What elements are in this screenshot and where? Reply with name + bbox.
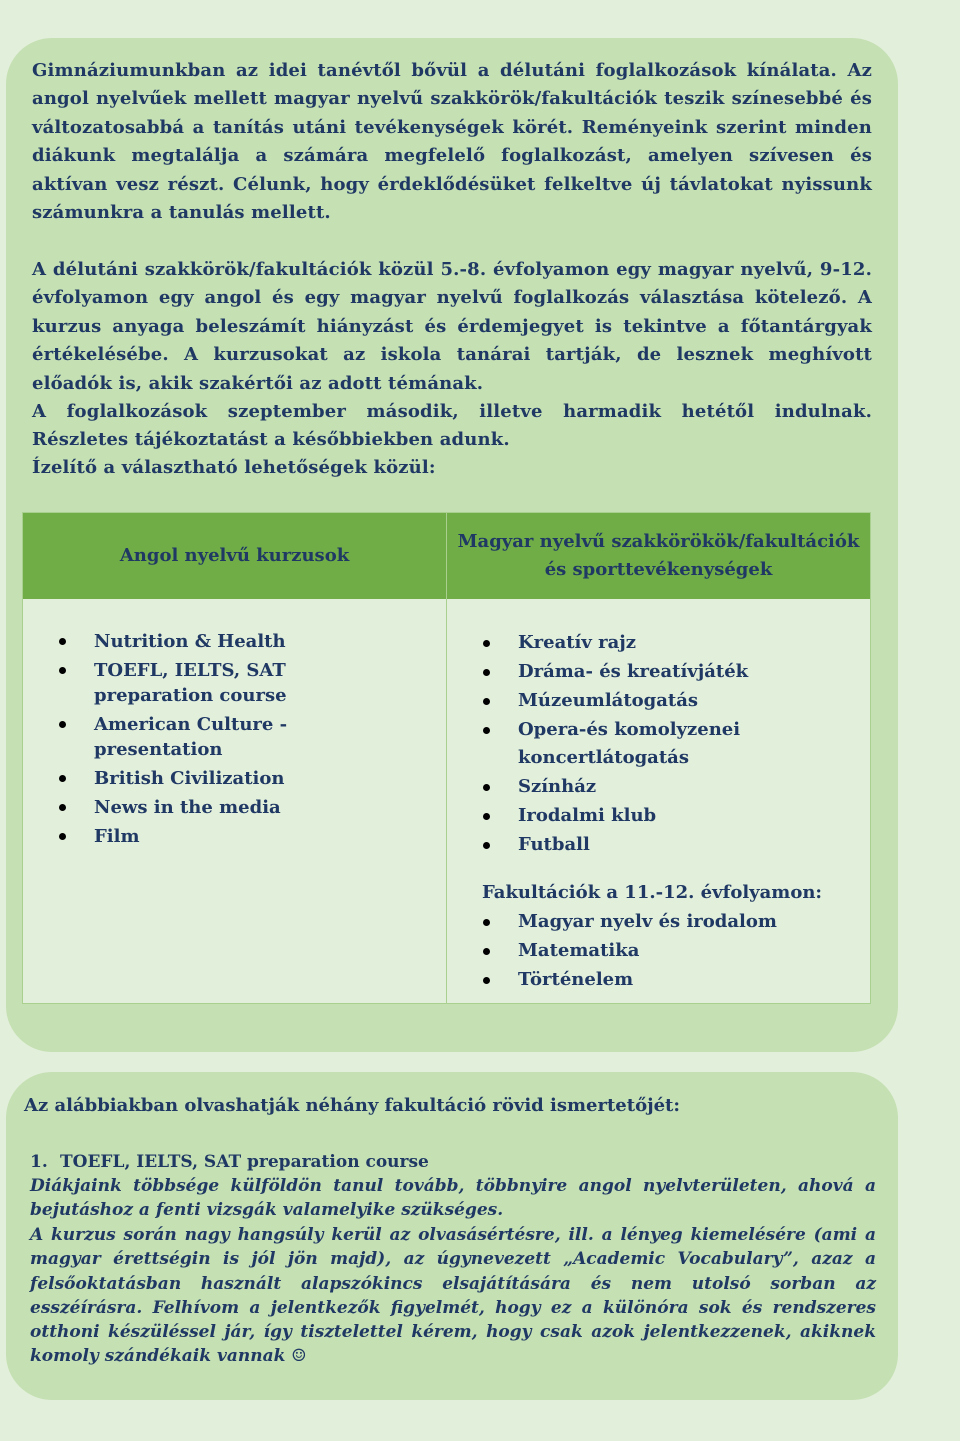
list-item: TOEFL, IELTS, SAT preparation course bbox=[45, 658, 375, 708]
list-item: Nutrition & Health bbox=[45, 629, 375, 654]
bullet-icon bbox=[483, 813, 490, 820]
requirements-paragraph: A délutáni szakkörök/fakultációk közül 5.-8. évfolyamon egy magyar nyelvű, 9-12. évfolyamon egy angol és egy magyar nyelvű foglalkozás választása kötelező. A kurzus anyaga beleszámít hiányzást és érdemjegyet is tekintve a főtantárgyak értékelésébe. A kurzusokat az iskola tanárai tartják, de lesznek meghívott előadók is, akik szakértői az adott témának. bbox=[32, 259, 872, 394]
bullet-icon bbox=[483, 784, 490, 791]
bullet-icon bbox=[59, 667, 66, 674]
list-item: Dráma- és kreatívjáték bbox=[469, 658, 849, 686]
fakultacio-list bbox=[469, 908, 849, 995]
course-description-2: A kurzus során nagy hangsúly kerül az olvasásértésre, ill. a lényeg kiemelésére (ami a magyar érettségin is jól jön majd), az úgynevezett „Academic Vocabulary”, azaz a felsőoktatásban használt alapszókincs elsajátítására és nem utolsó sorban az esszéírásra. Felhívom a jelentkezők figyelmét, hogy ez a különóra sok és rendszeres otthoni készüléssel jár, így tisztelettel kérem, hogy csak azok jelentkezzenek, akiknek komoly szándékaik vannak ☺ bbox=[30, 1225, 876, 1367]
english-courses-cell bbox=[23, 599, 446, 1003]
english-courses-list bbox=[45, 629, 375, 853]
list-item: Magyar nyelv és irodalom bbox=[469, 908, 849, 936]
hungarian-courses-list bbox=[469, 629, 849, 860]
list-item: News in the media bbox=[45, 795, 375, 820]
bullet-icon bbox=[483, 727, 490, 734]
course-title bbox=[30, 1150, 429, 1174]
options-intro: Ízelítő a választható lehetőségek közül: bbox=[32, 457, 436, 478]
header-hungarian-courses: Magyar nyelvű szakkörökök/fakultációk és sporttevékenységek bbox=[447, 513, 870, 599]
bullet-icon bbox=[59, 775, 66, 782]
bullet-icon bbox=[483, 640, 490, 647]
list-item: Futball bbox=[469, 831, 849, 859]
item-title-text: TOEFL, IELTS, SAT preparation course bbox=[60, 1152, 429, 1172]
list-item: Kreatív rajz bbox=[469, 629, 849, 657]
list-item: Opera-és komolyzenei koncertlátogatás bbox=[469, 716, 849, 772]
fakultacio-label: Fakultációk a 11.-12. évfolyamon: bbox=[482, 882, 823, 903]
item-number: 1. bbox=[30, 1152, 48, 1172]
list-item: Matematika bbox=[469, 937, 849, 965]
list-item: Irodalmi klub bbox=[469, 802, 849, 830]
bullet-icon bbox=[483, 669, 490, 676]
bullet-icon bbox=[483, 977, 490, 984]
bullet-icon bbox=[59, 804, 66, 811]
header-english-courses: Angol nyelvű kurzusok bbox=[23, 513, 446, 599]
list-item: Múzeumlátogatás bbox=[469, 687, 849, 715]
details-heading: Az alábbiakban olvashatják néhány fakultáció rövid ismertetőjét: bbox=[24, 1095, 680, 1116]
intro-paragraph: Gimnáziumunkban az idei tanévtől bővül a délutáni foglalkozások kínálata. Az angol nyelvűek mellett magyar nyelvű szakkörök/fakultációk teszik színesebbé és változatosabbá a tanítás utáni tevékenységek körét. Reményeink szerint minden diákunk megtalálja a számára megfelelő foglalkozást, amelyen szívesen és aktívan vesz részt. Célunk, hogy érdeklődésüket felkeltve új távlatokat nyissunk számunkra a tanulás mellett. bbox=[32, 60, 872, 224]
course-description-1: Diákjaink többsége külföldön tanul tovább, többnyire angol nyelvterületen, ahová a bejutáshoz a fenti vizsgák valamelyike szükséges. bbox=[30, 1176, 876, 1221]
bullet-icon bbox=[59, 721, 66, 728]
list-item: British Civilization bbox=[45, 766, 375, 791]
bullet-icon bbox=[59, 638, 66, 645]
list-item: Színház bbox=[469, 773, 849, 801]
list-item: American Culture - presentation bbox=[45, 712, 375, 762]
bullet-icon bbox=[59, 833, 66, 840]
bullet-icon bbox=[483, 948, 490, 955]
hungarian-courses-cell bbox=[447, 599, 870, 1003]
bullet-icon bbox=[483, 919, 490, 926]
bullet-icon bbox=[483, 842, 490, 849]
start-info-paragraph: A foglalkozások szeptember második, illetve harmadik hetétől indulnak. Részletes tájékoztatást a későbbiekben adunk. bbox=[32, 401, 872, 451]
list-item: Film bbox=[45, 824, 375, 849]
courses-table bbox=[22, 512, 871, 1004]
list-item: Történelem bbox=[469, 966, 849, 994]
bullet-icon bbox=[483, 698, 490, 705]
